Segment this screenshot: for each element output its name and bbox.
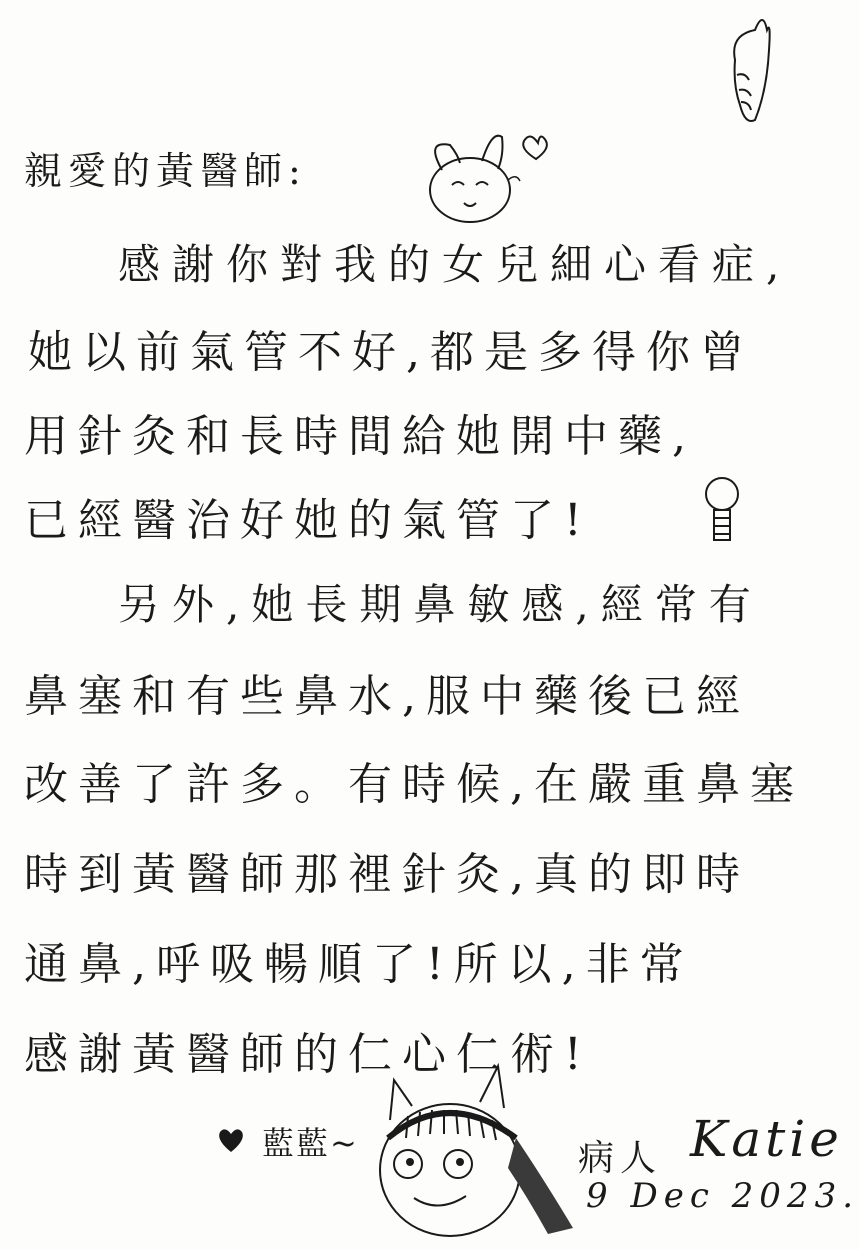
girl-face-doodle-icon xyxy=(368,1058,578,1244)
ghost-doodle-icon xyxy=(715,10,785,130)
bunny-doodle-icon xyxy=(420,125,560,235)
lightbulb-doodle-icon xyxy=(700,474,746,550)
heart-icon xyxy=(216,1126,246,1154)
letter-line-5: 另外,她長期鼻敏感,經常有 xyxy=(118,580,763,629)
letter-greeting: 親愛的黃醫師: xyxy=(24,149,307,193)
letter-line-3: 用針灸和長時間給她開中藥, xyxy=(24,411,696,462)
letter-line-6: 鼻塞和有些鼻水,服中藥後已經 xyxy=(24,671,750,722)
letter-line-4: 已經醫治好她的氣管了! xyxy=(24,495,592,546)
child-signature: 藍藍~ xyxy=(262,1124,359,1162)
letter-line-8: 時到黃醫師那裡針灸,真的即時 xyxy=(24,849,750,900)
letter-line-9: 通鼻,呼吸暢順了!所以,非常 xyxy=(24,939,694,990)
signature-label: 病人 xyxy=(578,1138,663,1179)
signature-name: Katie xyxy=(690,1110,843,1168)
letter-line-10: 感謝黃醫師的仁心仁術! xyxy=(24,1029,592,1080)
letter-line-7: 改善了許多。有時候,在嚴重鼻塞 xyxy=(24,759,804,810)
letter-line-2: 她以前氣管不好,都是多得你曾 xyxy=(28,327,754,378)
signature-date: 9 Dec 2023. xyxy=(586,1176,859,1216)
letter-line-1: 感謝你對我的女兒細心看症, xyxy=(118,240,792,289)
